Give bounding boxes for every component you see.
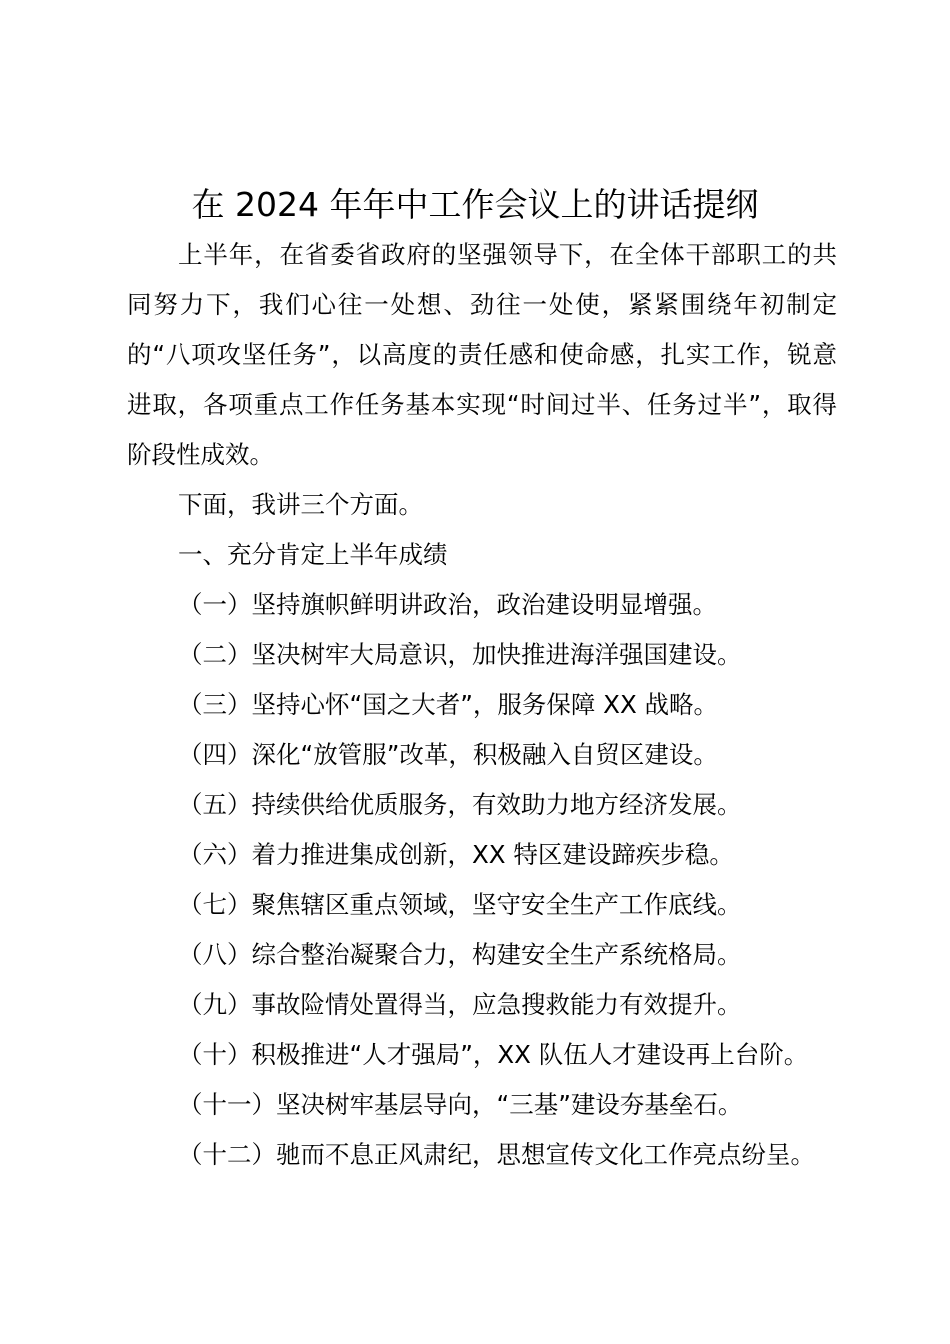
document-body: [127, 230, 837, 1180]
list-item: （四）深化“放管服”改革，积极融入自贸区建设。: [178, 740, 718, 769]
list-item: （一）坚持旗帜鲜明讲政治，政治建设明显增强。: [178, 590, 717, 619]
list-item: （三）坚持心怀“国之大者”，服务保障 XX 战略。: [178, 690, 719, 719]
list-item: （十一）坚决树牢基层导向，“三基”建设夯基垒石。: [178, 1090, 743, 1119]
list-item: （二）坚决树牢大局意识，加快推进海洋强国建设。: [178, 640, 742, 669]
section-heading: 一、充分肯定上半年成绩: [178, 540, 448, 569]
list-item: （七）聚焦辖区重点领域，坚守安全生产工作底线。: [178, 890, 742, 919]
list-item: （十二）驰而不息正风肃纪，思想宣传文化工作亮点纷呈。: [178, 1140, 815, 1169]
outline-paragraph: 下面，我讲三个方面。: [178, 490, 423, 519]
list-item: （十）积极推进“人才强局”，XX 队伍人才建设再上台阶。: [178, 1040, 809, 1069]
intro-paragraph: 上半年，在省委省政府的坚强领导下，在全体干部职工的共同努力下，我们心往一处想、劲往一处使，紧紧围绕年初制定的“八项攻坚任务”，以高度的责任感和使命感，扎实工作，锐意进取，各项重点工作任务基本实现“时间过半、任务过半”，取得阶段性成效。: [127, 240, 837, 469]
document-title: 在 2024 年年中工作会议上的讲话提纲: [191, 185, 759, 224]
list-item: （五）持续供给优质服务，有效助力地方经济发展。: [178, 790, 742, 819]
list-item: （八）综合整治凝聚合力，构建安全生产系统格局。: [178, 940, 742, 969]
list-item: （九）事故险情处置得当，应急搜救能力有效提升。: [178, 990, 742, 1019]
list-item: （六）着力推进集成创新，XX 特区建设蹄疾步稳。: [178, 840, 734, 869]
